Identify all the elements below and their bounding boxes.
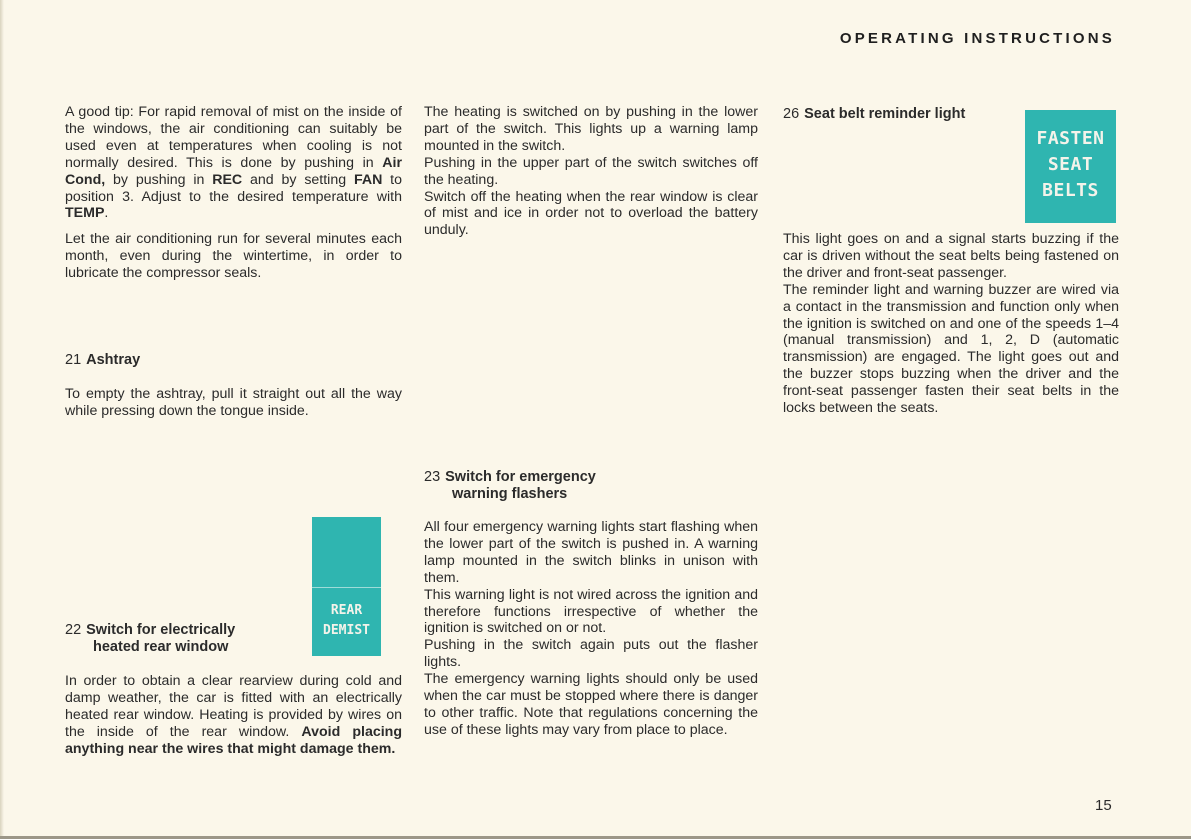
column-left xyxy=(65,104,402,291)
page-edge xyxy=(0,0,4,839)
switch-off-paragraph: Switch off the heating when the rear window is clear of mist and ice in order not to overload the battery unduly. xyxy=(424,188,758,239)
ac-run-paragraph: Let the air conditioning run for several minutes each month, even during the wintertime, in order to lubricate the compressor seals. xyxy=(65,231,402,282)
ashtray-text-block xyxy=(65,386,402,429)
heading-ashtray: 21 Ashtray xyxy=(65,352,141,368)
emergency-text-block xyxy=(424,519,758,748)
emergency-paragraph-1: All four emergency warning lights start flashing when the lower part of the switch is pushed in. A warning lamp mounted in the switch blinks in unison with them. xyxy=(424,519,758,586)
heating-off-paragraph: Pushing in the upper part of the switch switches off the heating. xyxy=(424,154,758,188)
emergency-paragraph-3: Pushing in the switch again puts out the flasher lights. xyxy=(424,637,758,671)
fasten-seat-belts-lamp-icon: FASTEN SEAT BELTS xyxy=(1025,110,1116,223)
tip-paragraph: A good tip: For rapid removal of mist on the inside of the windows, the air conditioning can suitably be used even at temperatures when cooling is not normally desired. This is done by pushing in Air Cond, by pushing in REC and by setting FAN to position 3. Adjust to the desired temperature with TEMP. xyxy=(65,104,402,222)
rear-demist-lamp-icon: REAR DEMIST xyxy=(312,517,381,656)
ashtray-paragraph: To empty the ashtray, pull it straight out all the way while pressing down the tongue inside. xyxy=(65,386,402,419)
emergency-paragraph-2: This warning light is not wired across the ignition and therefore functions irrespective of whether the ignition is switched on or not. xyxy=(424,586,758,637)
rear-window-paragraph: In order to obtain a clear rearview during cold and damp weather, the car is fitted with an electrically heated rear window. Heating is provided by wires on the inside of the rear window. Avoid placing anything near the wires that might damage them. xyxy=(65,673,402,757)
seatbelt-text-block xyxy=(783,231,1119,426)
column-middle xyxy=(424,104,758,248)
emergency-paragraph-4: The emergency warning lights should only be used when the car must be stopped where there is danger to other traffic. Note that regulations concerning the use of these lights may vary from place to place. xyxy=(424,671,758,738)
seatbelt-paragraph-1: This light goes on and a signal starts buzzing if the car is driven without the seat belts being fastened on the driver and front-seat passenger. xyxy=(783,231,1119,281)
seatbelt-paragraph-2: The reminder light and warning buzzer are wired via a contact in the transmission and function only when the ignition is switched on and one of the speeds 1–4 (manual transmission) and 1, 2, D (automatic transmission) are engaged. The light goes out and the buzzer stops buzzing when the driver and the front-seat passenger fasten their seat belts in the locks between the seats. xyxy=(783,281,1119,417)
heading-seatbelt: 26 Seat belt reminder light xyxy=(783,106,966,122)
rear-window-text-block xyxy=(65,673,402,767)
heading-rear-window: 22 Switch for electrically heated rear window xyxy=(65,622,236,655)
heading-emergency: 23 Switch for emergency warning flashers xyxy=(424,469,596,502)
page-number: 15 xyxy=(1095,797,1112,814)
section-title: OPERATING INSTRUCTIONS xyxy=(839,30,1115,47)
heating-on-paragraph: The heating is switched on by pushing in the lower part of the switch. This lights up a warning lamp mounted in the switch. xyxy=(424,104,758,154)
